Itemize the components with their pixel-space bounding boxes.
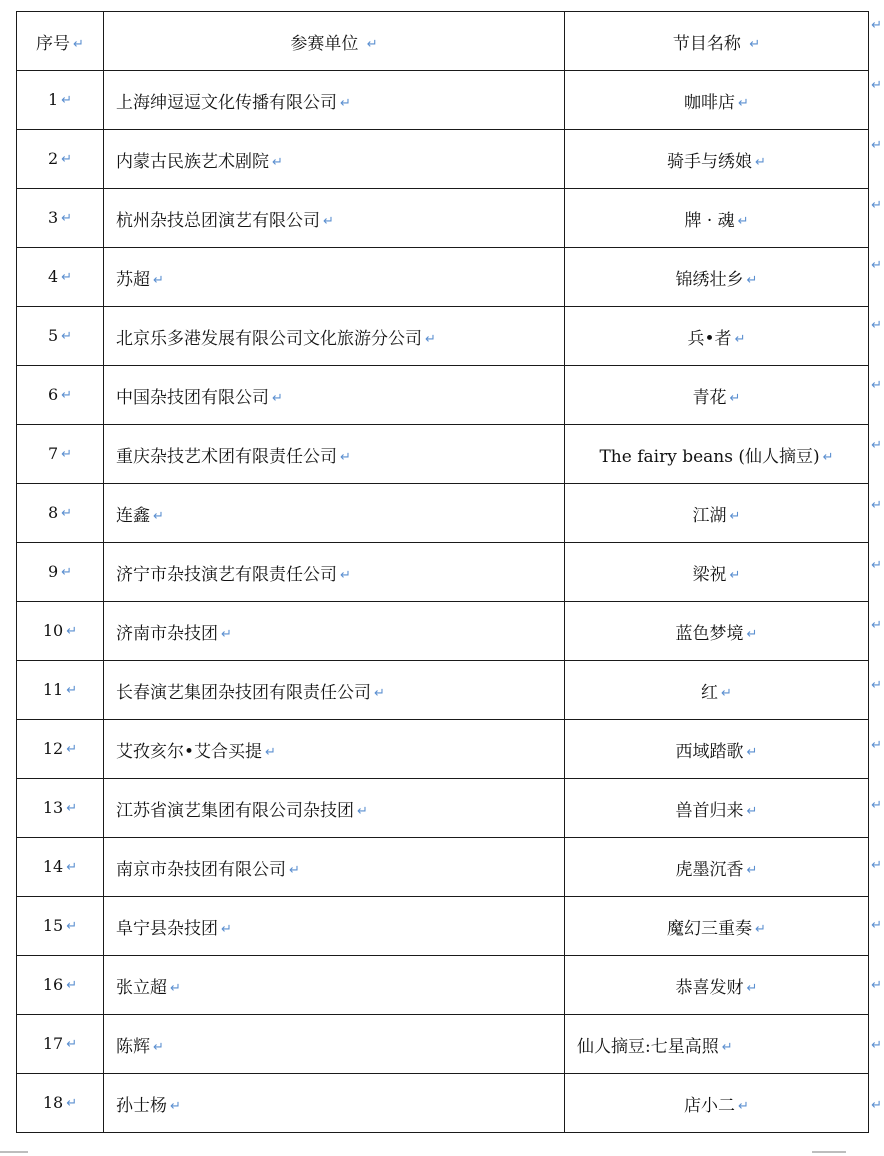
table-row xyxy=(17,248,869,307)
row-number-cell xyxy=(17,130,104,189)
program-cell xyxy=(565,720,869,779)
paragraph-mark-icon: ↵ xyxy=(61,329,73,344)
table-header-row xyxy=(17,12,869,71)
unit-name: 重庆杂技艺术团有限责任公司 xyxy=(116,446,337,467)
program-cell xyxy=(565,897,869,956)
row-number-cell xyxy=(17,484,104,543)
paragraph-mark-icon: ↵ xyxy=(721,685,732,701)
row-number-cell xyxy=(17,425,104,484)
row-number: 14 xyxy=(42,857,64,876)
program-name: 兽首归来 xyxy=(675,800,744,821)
unit-cell xyxy=(104,189,565,248)
row-number: 12 xyxy=(42,739,64,758)
paragraph-mark-icon: ↵ xyxy=(153,1039,164,1055)
paragraph-mark-icon: ↵ xyxy=(755,921,766,937)
paragraph-mark-icon: ↵ xyxy=(746,626,758,642)
paragraph-mark-icon: ↵ xyxy=(272,390,283,406)
unit-name: 连鑫 xyxy=(116,505,150,526)
unit-cell xyxy=(104,956,565,1015)
row-number: 4 xyxy=(47,267,59,286)
paragraph-mark-icon: ↵ xyxy=(61,93,73,108)
unit-name: 艾孜亥尔•艾合买提 xyxy=(116,741,263,762)
row-number-cell xyxy=(17,307,104,366)
program-cell xyxy=(565,366,869,425)
program-cell xyxy=(565,484,869,543)
program-cell xyxy=(565,661,869,720)
row-number-cell xyxy=(17,543,104,602)
paragraph-mark-icon: ↵ xyxy=(357,803,368,819)
program-name: 牌 · 魂 xyxy=(684,210,735,231)
unit-name: 长春演艺集团杂技团有限责任公司 xyxy=(116,682,371,703)
table-row xyxy=(17,130,869,189)
paragraph-mark-icon: ↵ xyxy=(734,331,746,347)
row-number: 15 xyxy=(42,916,64,935)
program-table xyxy=(16,11,869,1133)
unit-cell xyxy=(104,661,565,720)
row-end-mark-icon: ↵ xyxy=(871,1098,882,1113)
row-number-cell xyxy=(17,366,104,425)
paragraph-mark-icon: ↵ xyxy=(66,742,78,757)
row-end-mark-icon: ↵ xyxy=(871,18,882,33)
program-name: The fairy beans (仙人摘豆) xyxy=(599,446,820,467)
unit-cell xyxy=(104,71,565,130)
table-row xyxy=(17,1074,869,1133)
table-row xyxy=(17,425,869,484)
row-number-cell xyxy=(17,956,104,1015)
paragraph-mark-icon: ↵ xyxy=(729,508,741,524)
paragraph-mark-icon: ↵ xyxy=(272,154,283,170)
table-row xyxy=(17,956,869,1015)
program-name: 仙人摘豆:七星高照 xyxy=(577,1036,719,1057)
row-number: 8 xyxy=(47,503,59,522)
paragraph-mark-icon: ↵ xyxy=(746,744,758,760)
paragraph-mark-icon: ↵ xyxy=(340,95,351,111)
row-number: 11 xyxy=(42,680,64,699)
unit-cell xyxy=(104,307,565,366)
program-cell xyxy=(565,425,869,484)
unit-name: 济宁市杂技演艺有限责任公司 xyxy=(116,564,337,585)
paragraph-mark-icon: ↵ xyxy=(61,506,73,521)
paragraph-mark-icon: ↵ xyxy=(66,683,78,698)
row-end-mark-icon: ↵ xyxy=(871,858,882,873)
paragraph-mark-icon: ↵ xyxy=(66,978,78,993)
paragraph-mark-icon: ↵ xyxy=(153,508,164,524)
paragraph-mark-icon: ↵ xyxy=(323,213,334,229)
paragraph-mark-icon: ↵ xyxy=(289,862,300,878)
row-end-mark-icon: ↵ xyxy=(871,258,882,273)
row-number: 10 xyxy=(42,621,64,640)
row-number-cell xyxy=(17,897,104,956)
row-number: 1 xyxy=(47,90,59,109)
program-name: 店小二 xyxy=(684,1095,736,1116)
program-name: 锦绣壮乡 xyxy=(675,269,744,290)
row-number-cell xyxy=(17,838,104,897)
paragraph-mark-icon: ↵ xyxy=(73,36,84,52)
row-end-mark-icon: ↵ xyxy=(871,78,882,93)
paragraph-mark-icon: ↵ xyxy=(153,272,164,288)
row-end-mark-icon: ↵ xyxy=(871,318,882,333)
table-row xyxy=(17,189,869,248)
program-name: 青花 xyxy=(692,387,727,408)
row-number: 3 xyxy=(47,208,59,227)
header-program-cell xyxy=(565,12,869,71)
table-row xyxy=(17,543,869,602)
paragraph-mark-icon: ↵ xyxy=(170,1098,181,1114)
table-row xyxy=(17,661,869,720)
paragraph-mark-icon: ↵ xyxy=(221,626,232,642)
paragraph-mark-icon: ↵ xyxy=(61,211,73,226)
unit-cell xyxy=(104,248,565,307)
paragraph-mark-icon: ↵ xyxy=(66,1037,78,1052)
table-row xyxy=(17,779,869,838)
paragraph-mark-icon: ↵ xyxy=(61,388,73,403)
program-cell xyxy=(565,838,869,897)
paragraph-mark-icon: ↵ xyxy=(738,1098,749,1114)
paragraph-mark-icon: ↵ xyxy=(340,449,351,465)
table-row xyxy=(17,897,869,956)
row-number: 6 xyxy=(47,385,59,404)
paragraph-mark-icon: ↵ xyxy=(755,154,766,170)
row-end-mark-icon: ↵ xyxy=(871,138,882,153)
unit-cell xyxy=(104,425,565,484)
program-name: 兵•者 xyxy=(687,328,732,349)
page-edge-right xyxy=(812,1151,846,1153)
row-end-mark-icon: ↵ xyxy=(871,558,882,573)
header-unit-cell xyxy=(104,12,565,71)
row-number-cell xyxy=(17,720,104,779)
row-number: 13 xyxy=(42,798,64,817)
row-end-mark-icon: ↵ xyxy=(871,618,882,633)
unit-cell xyxy=(104,130,565,189)
table-row xyxy=(17,307,869,366)
unit-cell xyxy=(104,602,565,661)
row-end-mark-icon: ↵ xyxy=(871,678,882,693)
unit-cell xyxy=(104,779,565,838)
row-end-mark-icon: ↵ xyxy=(871,498,882,513)
program-name: 虎墨沉香 xyxy=(675,859,744,880)
header-program: 节目名称 xyxy=(672,33,741,54)
program-cell xyxy=(565,956,869,1015)
unit-cell xyxy=(104,543,565,602)
program-cell xyxy=(565,189,869,248)
unit-name: 南京市杂技团有限公司 xyxy=(116,859,286,880)
table-row xyxy=(17,484,869,543)
program-name: 红 xyxy=(701,682,719,703)
unit-name: 中国杂技团有限公司 xyxy=(116,387,269,408)
unit-name: 陈辉 xyxy=(116,1036,150,1057)
unit-cell xyxy=(104,484,565,543)
program-name: 梁祝 xyxy=(692,564,727,585)
paragraph-mark-icon: ↵ xyxy=(61,152,73,167)
unit-name: 杭州杂技总团演艺有限公司 xyxy=(116,210,320,231)
program-cell xyxy=(565,779,869,838)
row-number-cell xyxy=(17,661,104,720)
paragraph-mark-icon: ↵ xyxy=(366,36,378,52)
paragraph-mark-icon: ↵ xyxy=(738,95,749,111)
row-number: 18 xyxy=(42,1093,64,1112)
unit-name: 江苏省演艺集团有限公司杂技团 xyxy=(116,800,354,821)
paragraph-mark-icon: ↵ xyxy=(746,862,758,878)
paragraph-mark-icon: ↵ xyxy=(61,447,73,462)
row-end-mark-icon: ↵ xyxy=(871,918,882,933)
row-number-cell xyxy=(17,779,104,838)
unit-cell xyxy=(104,366,565,425)
table-row xyxy=(17,1015,869,1074)
row-end-mark-icon: ↵ xyxy=(871,1038,882,1053)
unit-name: 上海绅逗逗文化传播有限公司 xyxy=(116,92,337,113)
header-number: 序号 xyxy=(36,33,71,54)
row-number: 17 xyxy=(42,1034,64,1053)
paragraph-mark-icon: ↵ xyxy=(66,801,78,816)
program-name: 西域踏歌 xyxy=(675,741,744,762)
row-end-mark-icon: ↵ xyxy=(871,978,882,993)
paragraph-mark-icon: ↵ xyxy=(66,860,78,875)
row-end-mark-icon: ↵ xyxy=(871,738,882,753)
paragraph-mark-icon: ↵ xyxy=(66,919,78,934)
row-end-mark-icon: ↵ xyxy=(871,198,882,213)
program-cell xyxy=(565,543,869,602)
program-cell xyxy=(565,1015,869,1074)
page-edge-left xyxy=(0,1151,28,1153)
paragraph-mark-icon: ↵ xyxy=(221,921,232,937)
paragraph-mark-icon: ↵ xyxy=(729,390,741,406)
paragraph-mark-icon: ↵ xyxy=(66,624,78,639)
table-row xyxy=(17,71,869,130)
row-end-mark-icon: ↵ xyxy=(871,438,882,453)
header-unit: 参赛单位 xyxy=(290,33,359,54)
paragraph-mark-icon: ↵ xyxy=(746,272,758,288)
row-end-mark-icon: ↵ xyxy=(871,378,882,393)
paragraph-mark-icon: ↵ xyxy=(66,1096,78,1111)
program-name: 咖啡店 xyxy=(684,92,736,113)
program-name: 魔幻三重奏 xyxy=(667,918,753,939)
unit-name: 孙士杨 xyxy=(116,1095,167,1116)
unit-name: 张立超 xyxy=(116,977,167,998)
unit-cell xyxy=(104,1074,565,1133)
program-cell xyxy=(565,71,869,130)
unit-cell xyxy=(104,720,565,779)
header-number-cell xyxy=(17,12,104,71)
paragraph-mark-icon: ↵ xyxy=(265,744,276,760)
row-number: 9 xyxy=(47,562,59,581)
program-cell xyxy=(565,1074,869,1133)
paragraph-mark-icon: ↵ xyxy=(61,270,73,285)
program-name: 蓝色梦境 xyxy=(675,623,744,644)
unit-cell xyxy=(104,1015,565,1074)
paragraph-mark-icon: ↵ xyxy=(749,36,761,52)
row-end-mark-icon: ↵ xyxy=(871,798,882,813)
unit-name: 内蒙古民族艺术剧院 xyxy=(116,151,269,172)
row-number-cell xyxy=(17,1074,104,1133)
row-number-cell xyxy=(17,602,104,661)
paragraph-mark-icon: ↵ xyxy=(721,1039,733,1055)
paragraph-mark-icon: ↵ xyxy=(340,567,351,583)
paragraph-mark-icon: ↵ xyxy=(61,565,73,580)
program-name: 恭喜发财 xyxy=(675,977,744,998)
table-row xyxy=(17,602,869,661)
table-row xyxy=(17,838,869,897)
paragraph-mark-icon: ↵ xyxy=(425,331,436,347)
program-name: 江湖 xyxy=(692,505,727,526)
program-cell xyxy=(565,248,869,307)
unit-name: 北京乐多港发展有限公司文化旅游分公司 xyxy=(116,328,422,349)
unit-name: 苏超 xyxy=(116,269,150,290)
unit-cell xyxy=(104,897,565,956)
row-number: 7 xyxy=(47,444,59,463)
unit-cell xyxy=(104,838,565,897)
program-cell xyxy=(565,307,869,366)
paragraph-mark-icon: ↵ xyxy=(729,567,741,583)
paragraph-mark-icon: ↵ xyxy=(746,803,758,819)
row-number: 2 xyxy=(47,149,59,168)
program-cell xyxy=(565,602,869,661)
paragraph-mark-icon: ↵ xyxy=(822,449,834,465)
unit-name: 阜宁县杂技团 xyxy=(116,918,218,939)
row-number: 5 xyxy=(47,326,59,345)
row-number-cell xyxy=(17,1015,104,1074)
table-row xyxy=(17,366,869,425)
row-number-cell xyxy=(17,71,104,130)
program-name: 骑手与绣娘 xyxy=(667,151,753,172)
paragraph-mark-icon: ↵ xyxy=(170,980,181,996)
row-number-cell xyxy=(17,248,104,307)
row-number-cell xyxy=(17,189,104,248)
unit-name: 济南市杂技团 xyxy=(116,623,218,644)
paragraph-mark-icon: ↵ xyxy=(737,213,749,229)
table-row xyxy=(17,720,869,779)
program-cell xyxy=(565,130,869,189)
paragraph-mark-icon: ↵ xyxy=(374,685,385,701)
paragraph-mark-icon: ↵ xyxy=(746,980,758,996)
row-number: 16 xyxy=(42,975,64,994)
